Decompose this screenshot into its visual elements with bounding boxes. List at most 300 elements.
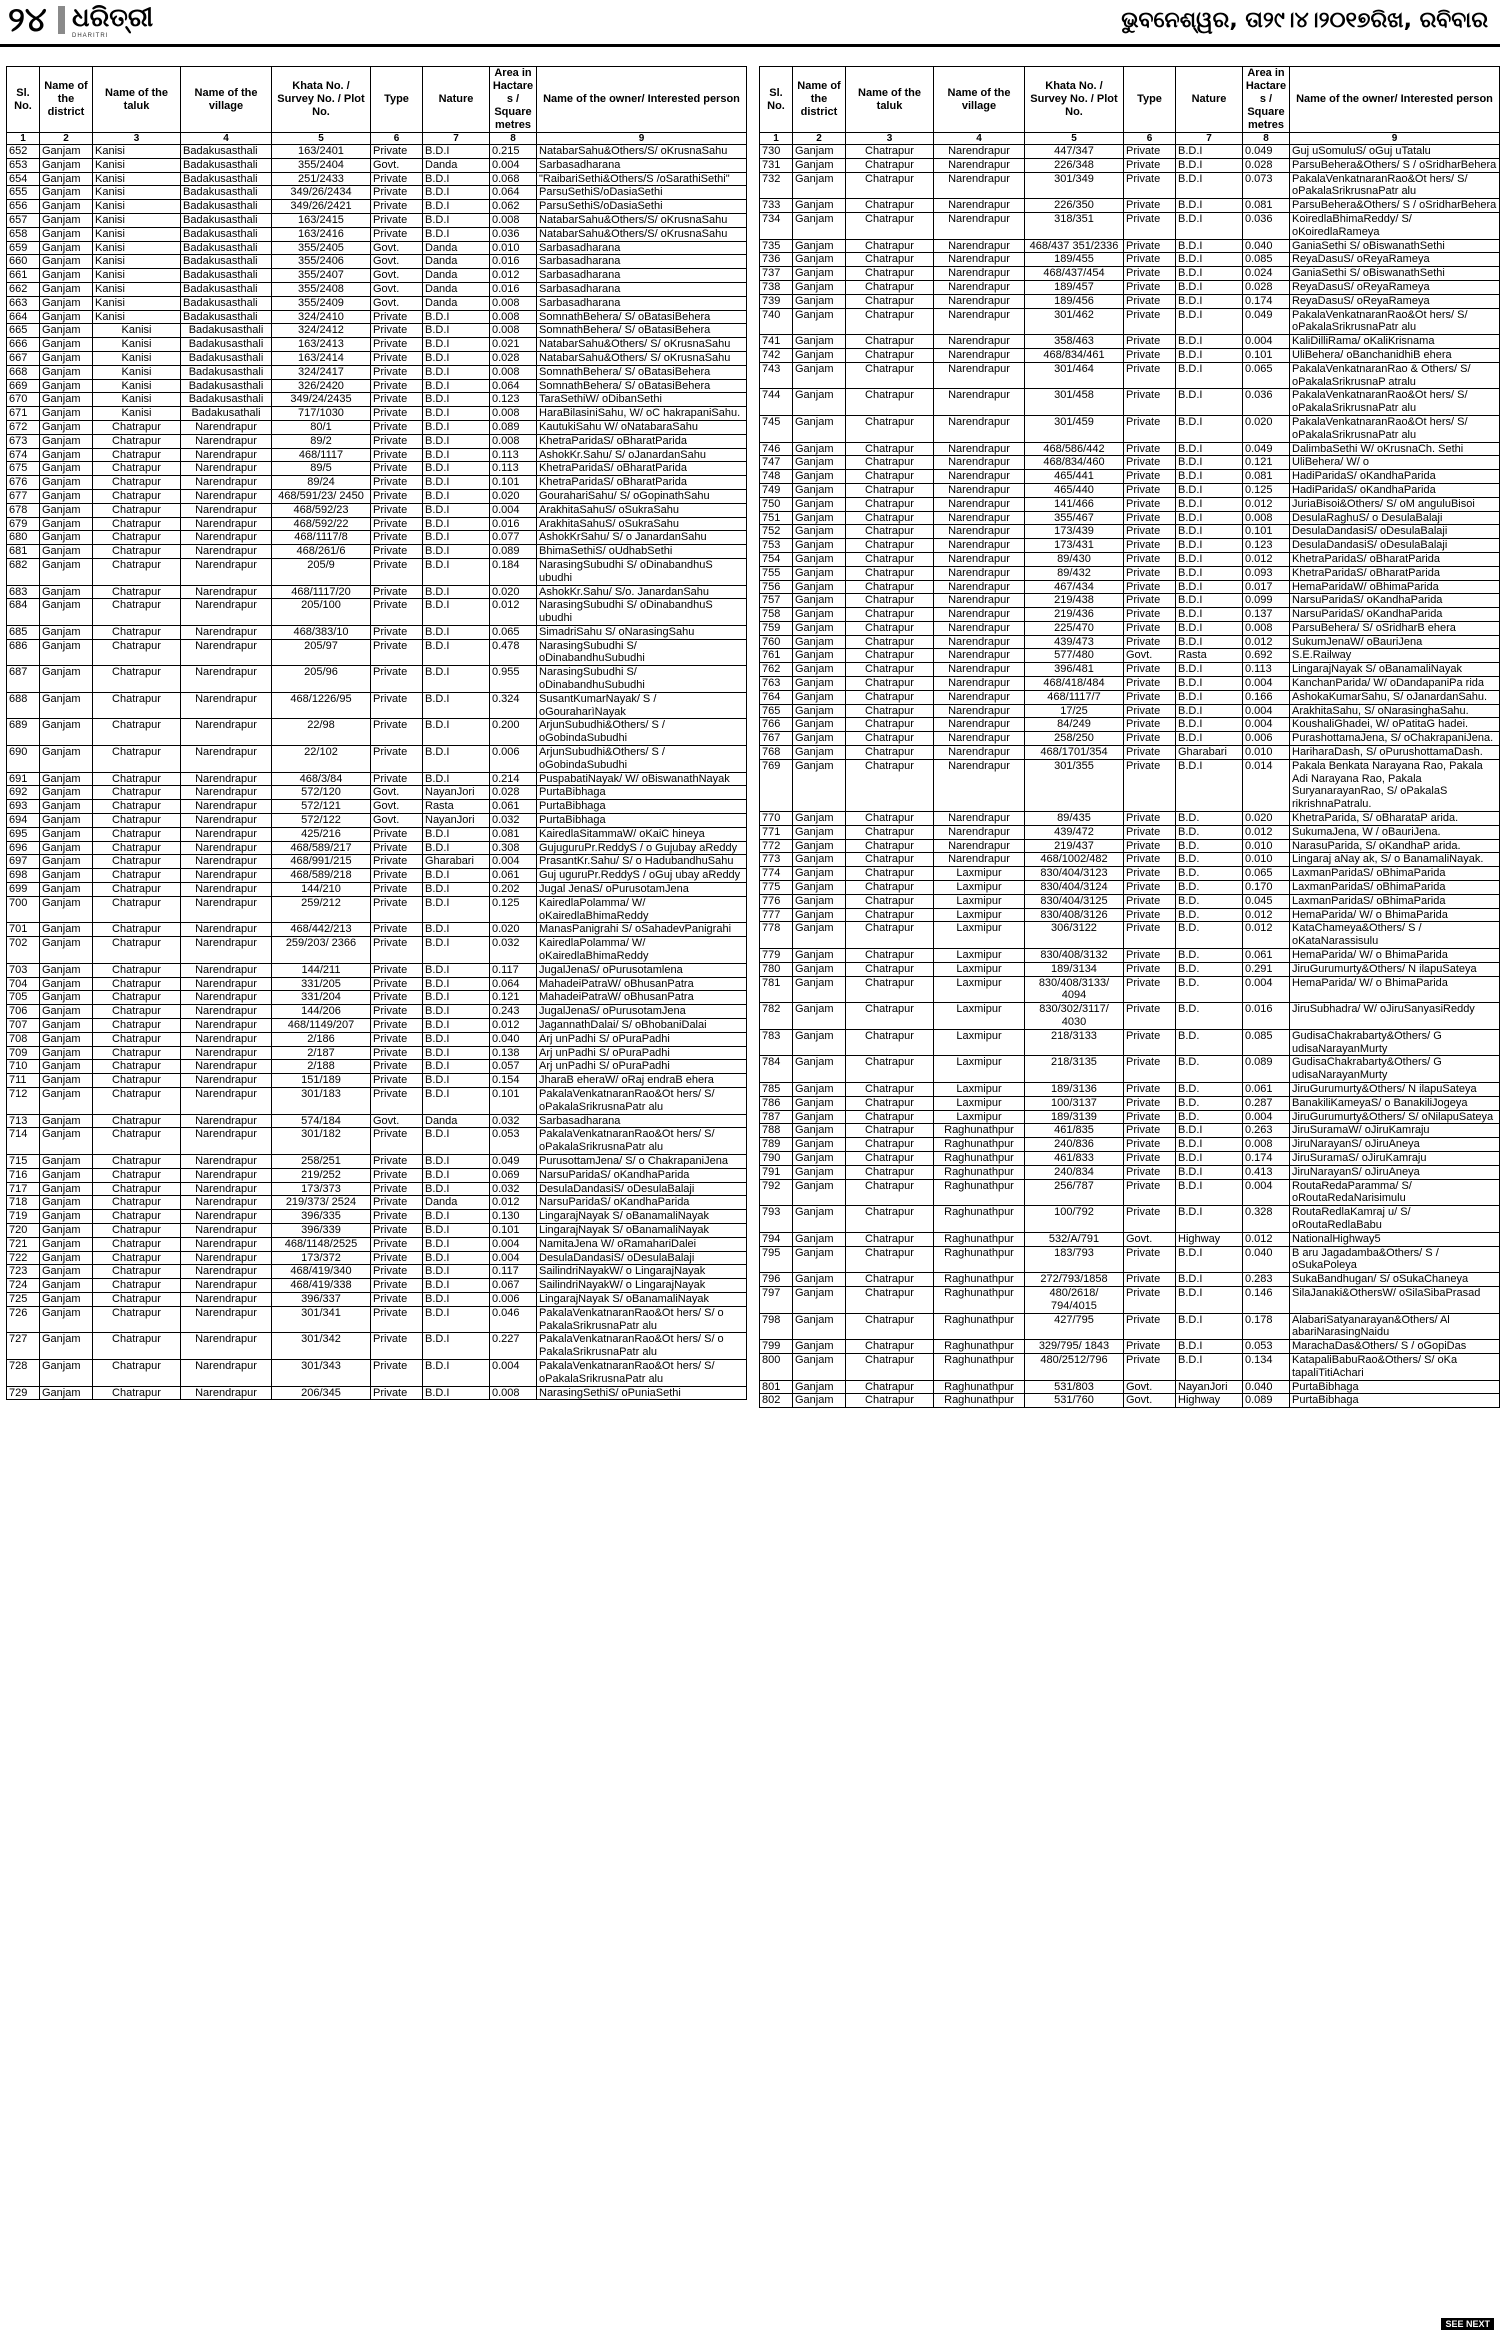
table-cell: 301/459 <box>1025 415 1124 442</box>
table-cell: Rasta <box>1176 649 1243 663</box>
table-cell: Chatrapur <box>93 923 181 937</box>
table-row <box>760 1179 1500 1206</box>
table-cell: 205/100 <box>272 599 371 626</box>
table-cell: Laxmipur <box>934 922 1025 949</box>
table-cell: 798 <box>760 1313 793 1340</box>
column-header: Name of the district <box>40 67 93 133</box>
table-row <box>760 1110 1500 1124</box>
table-cell: Chatrapur <box>93 963 181 977</box>
table-cell: DesulaDandasiS/ oDesulaBalaji <box>1290 539 1500 553</box>
table-cell: Narendrapur <box>181 1074 272 1088</box>
table-cell: 794 <box>760 1232 793 1246</box>
table-cell: B.D.I <box>423 227 490 241</box>
table-cell: Ganjam <box>40 227 93 241</box>
table-cell: Ganjam <box>793 608 846 622</box>
table-cell: Private <box>371 489 423 503</box>
table-cell: Chatrapur <box>93 719 181 746</box>
table-cell: Ganjam <box>40 937 93 964</box>
table-cell: Narendrapur <box>181 923 272 937</box>
table-cell: Ganjam <box>40 1292 93 1306</box>
table-cell: Raghunathpur <box>934 1340 1025 1354</box>
table-cell: 714 <box>7 1128 40 1155</box>
table-cell: SilaJanaki&OthersW/ oSilaSibaPrasad <box>1290 1286 1500 1313</box>
table-cell: Private <box>371 1265 423 1279</box>
table-cell: Chatrapur <box>846 362 934 389</box>
table-cell: Private <box>371 531 423 545</box>
table-cell: Ganjam <box>40 545 93 559</box>
table-cell: 0.053 <box>490 1128 537 1155</box>
table-cell: 480/2618/ 794/4015 <box>1025 1286 1124 1313</box>
table-cell: 240/834 <box>1025 1165 1124 1179</box>
table-cell: Gharabari <box>1176 746 1243 760</box>
table-cell: Ganjam <box>793 1138 846 1152</box>
table-cell: Private <box>1124 621 1176 635</box>
table-cell: Ganjam <box>40 310 93 324</box>
table-cell: Chatrapur <box>846 456 934 470</box>
table-cell: Chatrapur <box>846 1353 934 1380</box>
table-cell: Private <box>1124 1206 1176 1233</box>
table-cell: B.D.I <box>1176 663 1243 677</box>
table-cell: B.D.I <box>1176 442 1243 456</box>
table-cell: Ganjam <box>40 883 93 897</box>
table-cell: B.D.I <box>1176 539 1243 553</box>
column-number: 9 <box>537 133 747 145</box>
table-cell: 767 <box>760 732 793 746</box>
table-cell: KoiredlaBhimaReddy/ S/ oKoiredlaRameya <box>1290 212 1500 239</box>
table-cell: Ganjam <box>40 1074 93 1088</box>
table-cell: Ganjam <box>40 1306 93 1333</box>
table-row <box>7 448 747 462</box>
table-cell: 468/3/84 <box>272 772 371 786</box>
table-cell: 684 <box>7 599 40 626</box>
table-cell: 0.113 <box>490 462 537 476</box>
table-row <box>7 1019 747 1033</box>
table-cell: Ganjam <box>40 269 93 283</box>
table-row <box>760 442 1500 456</box>
table-cell: 468/592/23 <box>272 503 371 517</box>
table-cell: 711 <box>7 1074 40 1088</box>
table-cell: PurtaBibhaga <box>537 800 747 814</box>
table-cell: Sarbasadharana <box>537 296 747 310</box>
table-cell: Private <box>1124 1110 1176 1124</box>
table-cell: JiruSuramaS/ oJiruKamraju <box>1290 1151 1500 1165</box>
table-cell: 830/408/3132 <box>1025 949 1124 963</box>
table-cell: 0.008 <box>1243 1138 1290 1152</box>
table-cell: LingarajNayak S/ oBanamaliNayak <box>537 1210 747 1224</box>
table-cell: Ganjam <box>793 483 846 497</box>
table-cell: 700 <box>7 896 40 923</box>
table-cell: NarasingSubudhi S/ oDinabandhuSubudhi <box>537 666 747 693</box>
table-row <box>760 1340 1500 1354</box>
table-cell: B.D.I <box>423 1223 490 1237</box>
table-cell: 705 <box>7 991 40 1005</box>
table-cell: Private <box>371 841 423 855</box>
table-row <box>7 1128 747 1155</box>
table-cell: 752 <box>760 525 793 539</box>
table-cell: 0.008 <box>1243 511 1290 525</box>
table-cell: B.D. <box>1176 1056 1243 1083</box>
table-cell: Private <box>371 1154 423 1168</box>
table-cell: 768 <box>760 746 793 760</box>
table-cell: Ganjam <box>793 145 846 159</box>
table-cell: 0.004 <box>490 855 537 869</box>
table-cell: Guj uguruPr.ReddyS / oGuj ubay aReddy <box>537 869 747 883</box>
table-cell: Narendrapur <box>181 1251 272 1265</box>
table-cell: 788 <box>760 1124 793 1138</box>
table-cell: Narendrapur <box>181 772 272 786</box>
table-cell: 667 <box>7 351 40 365</box>
table-cell: Ganjam <box>40 448 93 462</box>
table-cell: 189/456 <box>1025 294 1124 308</box>
table-cell: 830/404/3125 <box>1025 894 1124 908</box>
table-cell: 0.006 <box>1243 732 1290 746</box>
table-cell: HemaParida/ W/ o BhimaParida <box>1290 976 1500 1003</box>
table-cell: Chatrapur <box>93 1279 181 1293</box>
table-cell: Chatrapur <box>846 1003 934 1030</box>
table-cell: Ganjam <box>793 172 846 199</box>
table-cell: Badakusasthali <box>181 393 272 407</box>
table-cell: Private <box>371 434 423 448</box>
table-cell: Sarbasadharana <box>537 269 747 283</box>
table-cell: 0.012 <box>1243 552 1290 566</box>
table-cell: Chatrapur <box>846 1138 934 1152</box>
table-cell: KhetraParidaS/ oBharatParida <box>1290 566 1500 580</box>
table-row <box>7 145 747 159</box>
table-cell: 770 <box>760 812 793 826</box>
table-cell: B.D.I <box>1176 635 1243 649</box>
table-cell: Private <box>1124 552 1176 566</box>
table-cell: 0.089 <box>490 545 537 559</box>
table-cell: Private <box>371 772 423 786</box>
table-cell: Chatrapur <box>846 1179 934 1206</box>
table-row <box>7 517 747 531</box>
table-cell: Narendrapur <box>934 704 1025 718</box>
table-cell: 688 <box>7 692 40 719</box>
table-cell: 0.101 <box>490 1087 537 1114</box>
table-cell: 0.008 <box>490 434 537 448</box>
table-cell: 0.101 <box>490 1223 537 1237</box>
table-cell: Rasta <box>423 800 490 814</box>
table-cell: Ganjam <box>793 908 846 922</box>
logo-divider <box>58 6 65 34</box>
table-cell: 765 <box>760 704 793 718</box>
column-number: 3 <box>93 133 181 145</box>
table-row <box>760 1232 1500 1246</box>
table-cell: Chatrapur <box>93 503 181 517</box>
table-cell: Narendrapur <box>181 814 272 828</box>
table-cell: Ganjam <box>793 1286 846 1313</box>
table-cell: Ganjam <box>793 677 846 691</box>
table-cell: Private <box>371 365 423 379</box>
table-row <box>7 1386 747 1400</box>
table-cell: Kanisi <box>93 213 181 227</box>
table-cell: SusantKumarNayak/ S / oGouraharìNayak <box>537 692 747 719</box>
table-cell: 163/2401 <box>272 145 371 159</box>
table-cell: Pakala Benkata Narayana Rao, Pakala Adi Narayana Rao, Pakala SuryanarayanRao, S/ oPakalaS rikrishnaPatralu. <box>1290 759 1500 811</box>
table-cell: Jugal JenaS/ oPurusotamJena <box>537 883 747 897</box>
table-cell: 679 <box>7 517 40 531</box>
table-cell: 318/351 <box>1025 212 1124 239</box>
table-cell: Private <box>1124 867 1176 881</box>
table-cell: Danda <box>423 269 490 283</box>
table-cell: B.D.I <box>1176 212 1243 239</box>
table-cell: Ganjam <box>40 365 93 379</box>
table-cell: 572/122 <box>272 814 371 828</box>
table-cell: ArjunSubudhi&Others/ S / oGobindaSubudhi <box>537 719 747 746</box>
table-row <box>760 1082 1500 1096</box>
table-cell: Laxmipur <box>934 949 1025 963</box>
table-cell: Private <box>1124 1151 1176 1165</box>
table-cell: 355/2408 <box>272 282 371 296</box>
table-row <box>760 1029 1500 1056</box>
table-cell: 790 <box>760 1151 793 1165</box>
table-cell: B.D.I <box>423 1306 490 1333</box>
table-cell: B.D.I <box>1176 1246 1243 1273</box>
table-cell: 226/350 <box>1025 199 1124 213</box>
table-cell: 761 <box>760 649 793 663</box>
table-cell: 685 <box>7 625 40 639</box>
table-cell: 776 <box>760 894 793 908</box>
table-cell: Private <box>1124 1273 1176 1287</box>
table-row <box>760 1003 1500 1030</box>
table-cell: GaniaSethi S/ oBiswanathSethi <box>1290 267 1500 281</box>
table-cell: Narendrapur <box>934 812 1025 826</box>
table-cell: 0.692 <box>1243 649 1290 663</box>
table-cell: ReyaDasuS/ oReyaRameya <box>1290 280 1500 294</box>
table-cell: 668 <box>7 365 40 379</box>
table-cell: NatabarSahu&Others/S/ oKrusnaSahu <box>537 213 747 227</box>
table-cell: Laxmipur <box>934 1082 1025 1096</box>
table-cell: Private <box>371 923 423 937</box>
table-cell: 480/2512/796 <box>1025 1353 1124 1380</box>
table-cell: 0.004 <box>490 1237 537 1251</box>
table-row <box>7 200 747 214</box>
table-cell: Narendrapur <box>181 883 272 897</box>
table-row <box>7 324 747 338</box>
table-cell: 830/408/3126 <box>1025 908 1124 922</box>
table-cell: B.D.I <box>423 963 490 977</box>
table-cell: Chatrapur <box>93 855 181 869</box>
table-cell: 349/24/2435 <box>272 393 371 407</box>
table-cell: Private <box>371 1223 423 1237</box>
table-cell: 656 <box>7 200 40 214</box>
table-cell: Private <box>1124 962 1176 976</box>
table-cell: Narendrapur <box>181 746 272 773</box>
table-cell: B.D. <box>1176 853 1243 867</box>
table-cell: Chatrapur <box>93 896 181 923</box>
table-row <box>7 666 747 693</box>
table-cell: Ganjam <box>793 1273 846 1287</box>
table-row <box>7 379 747 393</box>
table-cell: Chatrapur <box>93 666 181 693</box>
table-cell: 774 <box>760 867 793 881</box>
table-cell: 701 <box>7 923 40 937</box>
table-cell: Raghunathpur <box>934 1353 1025 1380</box>
table-cell: 572/120 <box>272 786 371 800</box>
table-cell: Ganjam <box>793 1353 846 1380</box>
table-cell: 749 <box>760 483 793 497</box>
table-cell: PakalaVenkatnaranRao&Ot hers/ S/ o PakalaSrikrusnaPatr alu <box>537 1306 747 1333</box>
table-cell: Private <box>371 977 423 991</box>
table-cell: Ganjam <box>793 718 846 732</box>
page-number: ୨୪ <box>8 0 47 40</box>
table-cell: NarsuParidaS/ oKandhaParida <box>1290 594 1500 608</box>
table-cell: Private <box>1124 456 1176 470</box>
table-cell: Private <box>1124 922 1176 949</box>
table-row <box>760 922 1500 949</box>
table-cell: Arj unPadhi S/ oPuraPadhi <box>537 1032 747 1046</box>
table-cell: 301/462 <box>1025 308 1124 335</box>
column-header: Name of the district <box>793 67 846 133</box>
table-cell: 0.121 <box>1243 456 1290 470</box>
table-cell: 0.008 <box>490 407 537 421</box>
table-cell: 0.049 <box>490 1154 537 1168</box>
table-cell: Private <box>1124 812 1176 826</box>
table-cell: 762 <box>760 663 793 677</box>
table-cell: B.D.I <box>423 896 490 923</box>
table-cell: B.D.I <box>423 1060 490 1074</box>
table-cell: Narendrapur <box>181 448 272 462</box>
table-cell: Narendrapur <box>934 732 1025 746</box>
table-cell: Narendrapur <box>181 531 272 545</box>
table-cell: 22/98 <box>272 719 371 746</box>
table-cell: 396/335 <box>272 1210 371 1224</box>
table-cell: Narendrapur <box>934 158 1025 172</box>
table-cell: 574/184 <box>272 1114 371 1128</box>
table-cell: 773 <box>760 853 793 867</box>
table-cell: Private <box>1124 1029 1176 1056</box>
table-cell: Lingaraj aNay ak, S/ o BanamaliNayak. <box>1290 853 1500 867</box>
table-cell: Private <box>371 448 423 462</box>
table-cell: Chatrapur <box>846 1056 934 1083</box>
table-cell: 0.020 <box>490 489 537 503</box>
column-header: Name of the owner/ Interested person <box>537 67 747 133</box>
table-cell: Ganjam <box>793 294 846 308</box>
table-cell: 0.028 <box>490 786 537 800</box>
table-cell: B.D.I <box>1176 759 1243 811</box>
table-cell: 795 <box>760 1246 793 1273</box>
table-cell: Ganjam <box>793 867 846 881</box>
table-cell: 0.036 <box>1243 212 1290 239</box>
table-row <box>7 977 747 991</box>
table-cell: 0.004 <box>1243 335 1290 349</box>
table-cell: ReyaDasuS/ oReyaRameya <box>1290 294 1500 308</box>
table-cell: Narendrapur <box>934 635 1025 649</box>
table-cell: Narendrapur <box>934 825 1025 839</box>
table-cell: 750 <box>760 497 793 511</box>
table-cell: Chatrapur <box>93 1196 181 1210</box>
table-cell: Raghunathpur <box>934 1206 1025 1233</box>
table-cell: Narendrapur <box>181 1114 272 1128</box>
table-cell: AshokKr.Sahu/ S/o. JanardanSahu <box>537 585 747 599</box>
table-cell: 240/836 <box>1025 1138 1124 1152</box>
table-cell: Private <box>1124 1082 1176 1096</box>
table-row <box>760 267 1500 281</box>
column-number: 6 <box>1124 133 1176 145</box>
table-cell: 189/455 <box>1025 253 1124 267</box>
table-cell: Narendrapur <box>934 145 1025 159</box>
table-cell: 672 <box>7 420 40 434</box>
table-cell: Ganjam <box>793 566 846 580</box>
table-cell: Private <box>371 407 423 421</box>
table-cell: SailindriNayakW/ o LingarajNayak <box>537 1265 747 1279</box>
column-header: Name of the village <box>934 67 1025 133</box>
table-cell: PakalaVenkatnaranRao & Others/ S/ oPakalaSrikrusnaP atralu <box>1290 362 1500 389</box>
table-cell: Chatrapur <box>846 145 934 159</box>
table-cell: Kanisi <box>93 255 181 269</box>
table-cell: ParsuSethiS/oDasiaSethi <box>537 186 747 200</box>
table-cell: Narendrapur <box>934 172 1025 199</box>
table-cell: HemaParida/ W/ o BhimaParida <box>1290 908 1500 922</box>
table-cell: 771 <box>760 825 793 839</box>
table-cell: Ganjam <box>793 389 846 416</box>
table-cell: 331/205 <box>272 977 371 991</box>
table-cell: Chatrapur <box>93 639 181 666</box>
table-cell: Ganjam <box>40 517 93 531</box>
table-cell: Laxmipur <box>934 881 1025 895</box>
table-cell: Narendrapur <box>181 1333 272 1360</box>
table-cell: 703 <box>7 963 40 977</box>
table-row <box>760 908 1500 922</box>
table-cell: 468/834/461 <box>1025 348 1124 362</box>
table-cell: 468/261/6 <box>272 545 371 559</box>
table-cell: Ganjam <box>793 348 846 362</box>
table-cell: Ganjam <box>40 855 93 869</box>
table-cell: 219/437 <box>1025 839 1124 853</box>
table-cell: 144/210 <box>272 883 371 897</box>
table-cell: Chatrapur <box>93 434 181 448</box>
table-row <box>760 580 1500 594</box>
column-header: Sl. No. <box>760 67 793 133</box>
table-cell: Private <box>1124 511 1176 525</box>
table-cell: 791 <box>760 1165 793 1179</box>
table-cell: Chatrapur <box>846 1232 934 1246</box>
table-cell: Narendrapur <box>934 853 1025 867</box>
table-cell: Narendrapur <box>181 489 272 503</box>
table-cell: B.D.I <box>1176 566 1243 580</box>
table-cell: Ganjam <box>40 1223 93 1237</box>
table-cell: Ganjam <box>793 239 846 253</box>
table-cell: Narendrapur <box>934 580 1025 594</box>
table-cell: Laxmipur <box>934 908 1025 922</box>
table-cell: Ganjam <box>793 732 846 746</box>
table-cell: Chatrapur <box>93 1019 181 1033</box>
table-cell: 468/419/338 <box>272 1279 371 1293</box>
table-row <box>760 539 1500 553</box>
table-cell: Private <box>371 1292 423 1306</box>
table-cell: Narendrapur <box>181 517 272 531</box>
table-cell: 301/349 <box>1025 172 1124 199</box>
table-cell: Private <box>371 746 423 773</box>
table-cell: 0.117 <box>490 963 537 977</box>
table-row <box>7 338 747 352</box>
table-cell: 89/24 <box>272 476 371 490</box>
table-cell: 0.243 <box>490 1005 537 1019</box>
column-number: 5 <box>1025 133 1124 145</box>
table-cell: Narendrapur <box>181 434 272 448</box>
table-cell: Ganjam <box>793 1313 846 1340</box>
table-cell: Chatrapur <box>93 489 181 503</box>
table-cell: Laxmipur <box>934 1029 1025 1056</box>
table-cell: Govt. <box>371 282 423 296</box>
table-cell: 425/216 <box>272 827 371 841</box>
table-cell: Private <box>371 200 423 214</box>
table-cell: Badakusasthali <box>181 296 272 310</box>
table-cell: Chatrapur <box>846 199 934 213</box>
table-cell: LingarajNayak S/ oBanamaliNayak <box>537 1223 747 1237</box>
table-cell: B.D.I <box>423 434 490 448</box>
table-cell: Raghunathpur <box>934 1394 1025 1408</box>
